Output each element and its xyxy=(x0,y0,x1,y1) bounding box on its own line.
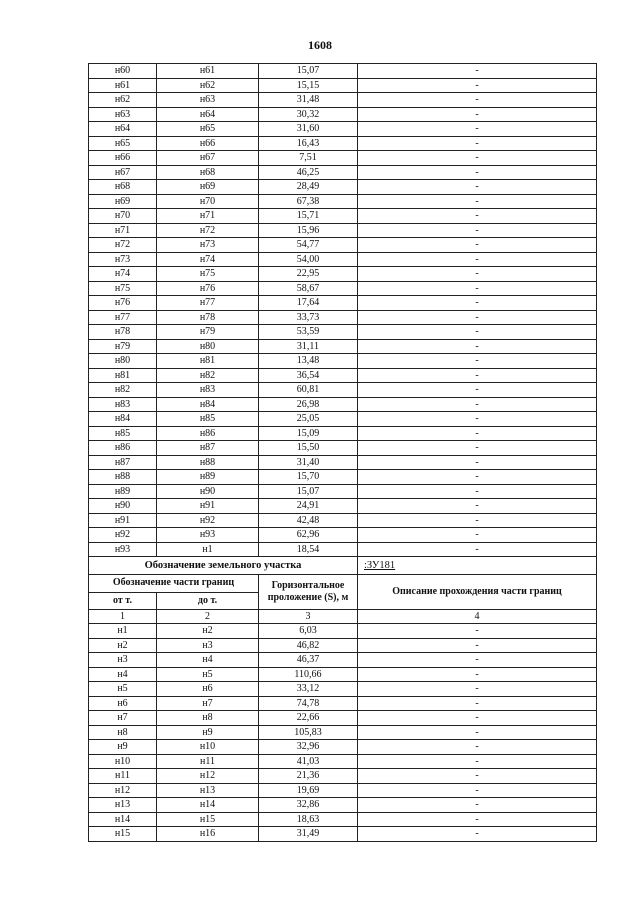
to-header: до т. xyxy=(157,592,259,610)
point-to-cell: н13 xyxy=(157,783,259,798)
description-cell: - xyxy=(358,238,597,253)
point-from-cell: н11 xyxy=(89,769,157,784)
description-cell: - xyxy=(358,798,597,813)
point-to-cell: н90 xyxy=(157,484,259,499)
length-cell: 41,03 xyxy=(259,754,358,769)
point-to-cell: н7 xyxy=(157,696,259,711)
point-from-cell: н64 xyxy=(89,122,157,137)
boundary-rows-top xyxy=(89,64,597,557)
description-cell: - xyxy=(358,267,597,282)
point-to-cell: н78 xyxy=(157,310,259,325)
table-row xyxy=(89,542,597,557)
point-from-cell: н65 xyxy=(89,136,157,151)
point-to-cell: н65 xyxy=(157,122,259,137)
length-cell: 30,32 xyxy=(259,107,358,122)
point-from-cell: н3 xyxy=(89,653,157,668)
section-label: Обозначение земельного участка xyxy=(89,557,358,575)
length-cell: 67,38 xyxy=(259,194,358,209)
description-cell: - xyxy=(358,136,597,151)
table-row xyxy=(89,383,597,398)
length-cell: 16,43 xyxy=(259,136,358,151)
description-cell: - xyxy=(358,624,597,639)
point-from-cell: н91 xyxy=(89,513,157,528)
point-to-cell: н12 xyxy=(157,769,259,784)
length-cell: 15,15 xyxy=(259,78,358,93)
point-from-cell: н14 xyxy=(89,812,157,827)
table-row xyxy=(89,267,597,282)
point-to-cell: н64 xyxy=(157,107,259,122)
length-cell: 31,40 xyxy=(259,455,358,470)
point-to-cell: н15 xyxy=(157,812,259,827)
description-cell: - xyxy=(358,426,597,441)
table-row xyxy=(89,339,597,354)
point-from-cell: н92 xyxy=(89,528,157,543)
table-row xyxy=(89,682,597,697)
table-row xyxy=(89,769,597,784)
point-to-cell: н10 xyxy=(157,740,259,755)
point-from-cell: н73 xyxy=(89,252,157,267)
description-cell: - xyxy=(358,93,597,108)
length-cell: 42,48 xyxy=(259,513,358,528)
from-header: от т. xyxy=(89,592,157,610)
description-cell: - xyxy=(358,397,597,412)
length-cell: 46,37 xyxy=(259,653,358,668)
length-cell: 28,49 xyxy=(259,180,358,195)
point-from-cell: н2 xyxy=(89,638,157,653)
point-from-cell: н90 xyxy=(89,499,157,514)
length-cell: 15,70 xyxy=(259,470,358,485)
description-cell: - xyxy=(358,769,597,784)
point-from-cell: н79 xyxy=(89,339,157,354)
length-cell: 15,96 xyxy=(259,223,358,238)
length-cell: 18,63 xyxy=(259,812,358,827)
point-to-cell: н82 xyxy=(157,368,259,383)
length-cell: 26,98 xyxy=(259,397,358,412)
description-cell: - xyxy=(358,470,597,485)
length-cell: 105,83 xyxy=(259,725,358,740)
table-row xyxy=(89,740,597,755)
table-row xyxy=(89,325,597,340)
point-from-cell: н62 xyxy=(89,93,157,108)
table-row xyxy=(89,354,597,369)
table-row xyxy=(89,725,597,740)
description-cell: - xyxy=(358,653,597,668)
description-cell: - xyxy=(358,725,597,740)
length-cell: 33,12 xyxy=(259,682,358,697)
length-cell: 15,07 xyxy=(259,64,358,79)
description-cell: - xyxy=(358,783,597,798)
point-to-cell: н86 xyxy=(157,426,259,441)
section-header xyxy=(89,557,597,624)
point-to-cell: н3 xyxy=(157,638,259,653)
point-to-cell: н75 xyxy=(157,267,259,282)
table-row xyxy=(89,653,597,668)
length-cell: 33,73 xyxy=(259,310,358,325)
description-cell: - xyxy=(358,667,597,682)
table-row xyxy=(89,426,597,441)
point-to-cell: н62 xyxy=(157,78,259,93)
length-cell: 13,48 xyxy=(259,354,358,369)
point-to-cell: н6 xyxy=(157,682,259,697)
description-cell: - xyxy=(358,252,597,267)
description-cell: - xyxy=(358,499,597,514)
length-cell: 53,59 xyxy=(259,325,358,340)
description-cell: - xyxy=(358,223,597,238)
point-from-cell: н85 xyxy=(89,426,157,441)
table-row xyxy=(89,64,597,79)
description-cell: - xyxy=(358,296,597,311)
table-row xyxy=(89,441,597,456)
point-from-cell: н6 xyxy=(89,696,157,711)
description-cell: - xyxy=(358,107,597,122)
description-cell: - xyxy=(358,696,597,711)
point-to-cell: н84 xyxy=(157,397,259,412)
table-row xyxy=(89,296,597,311)
point-from-cell: н86 xyxy=(89,441,157,456)
point-from-cell: н77 xyxy=(89,310,157,325)
length-cell: 31,60 xyxy=(259,122,358,137)
point-to-cell: н1 xyxy=(157,542,259,557)
point-from-cell: н72 xyxy=(89,238,157,253)
description-cell: - xyxy=(358,354,597,369)
point-from-cell: н1 xyxy=(89,624,157,639)
boundary-rows-bottom xyxy=(89,624,597,842)
table-row xyxy=(89,696,597,711)
length-cell: 31,48 xyxy=(259,93,358,108)
point-to-cell: н70 xyxy=(157,194,259,209)
table-row xyxy=(89,470,597,485)
description-cell: - xyxy=(358,528,597,543)
point-from-cell: н76 xyxy=(89,296,157,311)
point-from-cell: н12 xyxy=(89,783,157,798)
description-cell: - xyxy=(358,542,597,557)
table-row xyxy=(89,238,597,253)
description-cell: - xyxy=(358,209,597,224)
length-cell: 46,25 xyxy=(259,165,358,180)
description-cell: - xyxy=(358,740,597,755)
length-cell: 24,91 xyxy=(259,499,358,514)
length-cell: 74,78 xyxy=(259,696,358,711)
length-cell: 17,64 xyxy=(259,296,358,311)
length-cell: 15,09 xyxy=(259,426,358,441)
table-row xyxy=(89,310,597,325)
length-cell: 36,54 xyxy=(259,368,358,383)
description-cell: - xyxy=(358,310,597,325)
point-from-cell: н7 xyxy=(89,711,157,726)
table-row xyxy=(89,499,597,514)
point-to-cell: н85 xyxy=(157,412,259,427)
length-cell: 54,77 xyxy=(259,238,358,253)
point-to-cell: н76 xyxy=(157,281,259,296)
point-from-cell: н84 xyxy=(89,412,157,427)
description-cell: - xyxy=(358,122,597,137)
col-number: 1 xyxy=(89,610,157,624)
table-row xyxy=(89,180,597,195)
table-row xyxy=(89,812,597,827)
table-row xyxy=(89,513,597,528)
table-row xyxy=(89,711,597,726)
table-row xyxy=(89,209,597,224)
cadastral-number: :ЗУ181 xyxy=(358,557,597,575)
length-cell: 25,05 xyxy=(259,412,358,427)
point-to-cell: н8 xyxy=(157,711,259,726)
description-cell: - xyxy=(358,165,597,180)
point-to-cell: н16 xyxy=(157,827,259,842)
point-to-cell: н88 xyxy=(157,455,259,470)
point-to-cell: н81 xyxy=(157,354,259,369)
description-cell: - xyxy=(358,441,597,456)
point-to-cell: н91 xyxy=(157,499,259,514)
length-cell: 22,66 xyxy=(259,711,358,726)
point-from-cell: н63 xyxy=(89,107,157,122)
point-from-cell: н88 xyxy=(89,470,157,485)
description-cell: - xyxy=(358,325,597,340)
table-row xyxy=(89,528,597,543)
length-cell: 7,51 xyxy=(259,151,358,166)
description-cell: - xyxy=(358,281,597,296)
point-from-cell: н10 xyxy=(89,754,157,769)
description-cell: - xyxy=(358,754,597,769)
point-to-cell: н11 xyxy=(157,754,259,769)
point-to-cell: н72 xyxy=(157,223,259,238)
description-cell: - xyxy=(358,64,597,79)
point-from-cell: н9 xyxy=(89,740,157,755)
point-to-cell: н77 xyxy=(157,296,259,311)
length-cell: 46,82 xyxy=(259,638,358,653)
table-row xyxy=(89,122,597,137)
table-row xyxy=(89,223,597,238)
length-cell: 32,86 xyxy=(259,798,358,813)
table-row xyxy=(89,78,597,93)
point-to-cell: н5 xyxy=(157,667,259,682)
point-to-cell: н68 xyxy=(157,165,259,180)
table-row xyxy=(89,624,597,639)
point-from-cell: н83 xyxy=(89,397,157,412)
length-cell: 31,11 xyxy=(259,339,358,354)
point-to-cell: н89 xyxy=(157,470,259,485)
point-to-cell: н9 xyxy=(157,725,259,740)
description-cell: - xyxy=(358,339,597,354)
table-row xyxy=(89,252,597,267)
description-cell: - xyxy=(358,78,597,93)
point-from-cell: н75 xyxy=(89,281,157,296)
part-designation-header: Обозначение части границ xyxy=(89,575,259,593)
description-cell: - xyxy=(358,484,597,499)
table-row xyxy=(89,667,597,682)
description-cell: - xyxy=(358,180,597,195)
length-cell: 58,67 xyxy=(259,281,358,296)
point-from-cell: н15 xyxy=(89,827,157,842)
table-row xyxy=(89,151,597,166)
point-from-cell: н74 xyxy=(89,267,157,282)
table-row xyxy=(89,455,597,470)
description-cell: - xyxy=(358,682,597,697)
description-header: Описание прохождения части границ xyxy=(358,575,597,610)
table-row xyxy=(89,107,597,122)
point-from-cell: н70 xyxy=(89,209,157,224)
table-row xyxy=(89,136,597,151)
point-to-cell: н80 xyxy=(157,339,259,354)
point-to-cell: н69 xyxy=(157,180,259,195)
length-cell: 15,71 xyxy=(259,209,358,224)
description-cell: - xyxy=(358,368,597,383)
point-to-cell: н2 xyxy=(157,624,259,639)
point-to-cell: н71 xyxy=(157,209,259,224)
point-to-cell: н66 xyxy=(157,136,259,151)
point-to-cell: н63 xyxy=(157,93,259,108)
length-cell: 31,49 xyxy=(259,827,358,842)
horizontal-header: Горизонтальное проложение (S), м xyxy=(259,575,358,610)
description-cell: - xyxy=(358,455,597,470)
table-row xyxy=(89,484,597,499)
table-row xyxy=(89,638,597,653)
point-to-cell: н74 xyxy=(157,252,259,267)
table-row xyxy=(89,93,597,108)
length-cell: 18,54 xyxy=(259,542,358,557)
col-number: 3 xyxy=(259,610,358,624)
length-cell: 54,00 xyxy=(259,252,358,267)
table-row xyxy=(89,194,597,209)
table-row xyxy=(89,281,597,296)
page-number: 1608 xyxy=(308,38,332,52)
description-cell: - xyxy=(358,638,597,653)
point-from-cell: н60 xyxy=(89,64,157,79)
point-from-cell: н69 xyxy=(89,194,157,209)
point-to-cell: н79 xyxy=(157,325,259,340)
point-from-cell: н80 xyxy=(89,354,157,369)
point-from-cell: н4 xyxy=(89,667,157,682)
length-cell: 15,50 xyxy=(259,441,358,456)
point-from-cell: н87 xyxy=(89,455,157,470)
table-row xyxy=(89,783,597,798)
point-to-cell: н67 xyxy=(157,151,259,166)
table-row xyxy=(89,827,597,842)
point-to-cell: н61 xyxy=(157,64,259,79)
description-cell: - xyxy=(358,513,597,528)
col-number: 2 xyxy=(157,610,259,624)
point-from-cell: н93 xyxy=(89,542,157,557)
description-cell: - xyxy=(358,812,597,827)
description-cell: - xyxy=(358,711,597,726)
point-from-cell: н78 xyxy=(89,325,157,340)
table-row xyxy=(89,412,597,427)
description-cell: - xyxy=(358,412,597,427)
point-from-cell: н5 xyxy=(89,682,157,697)
table-row xyxy=(89,368,597,383)
length-cell: 62,96 xyxy=(259,528,358,543)
length-cell: 22,95 xyxy=(259,267,358,282)
point-from-cell: н82 xyxy=(89,383,157,398)
point-from-cell: н71 xyxy=(89,223,157,238)
point-to-cell: н4 xyxy=(157,653,259,668)
length-cell: 32,96 xyxy=(259,740,358,755)
point-to-cell: н93 xyxy=(157,528,259,543)
boundary-table xyxy=(88,63,597,842)
point-to-cell: н92 xyxy=(157,513,259,528)
length-cell: 110,66 xyxy=(259,667,358,682)
point-from-cell: н89 xyxy=(89,484,157,499)
table-row xyxy=(89,798,597,813)
point-from-cell: н13 xyxy=(89,798,157,813)
length-cell: 60,81 xyxy=(259,383,358,398)
point-to-cell: н87 xyxy=(157,441,259,456)
point-from-cell: н67 xyxy=(89,165,157,180)
point-to-cell: н83 xyxy=(157,383,259,398)
description-cell: - xyxy=(358,194,597,209)
description-cell: - xyxy=(358,151,597,166)
length-cell: 15,07 xyxy=(259,484,358,499)
length-cell: 19,69 xyxy=(259,783,358,798)
description-cell: - xyxy=(358,383,597,398)
table-row xyxy=(89,754,597,769)
point-to-cell: н73 xyxy=(157,238,259,253)
point-from-cell: н66 xyxy=(89,151,157,166)
length-cell: 6,03 xyxy=(259,624,358,639)
table-row xyxy=(89,397,597,412)
point-from-cell: н68 xyxy=(89,180,157,195)
point-to-cell: н14 xyxy=(157,798,259,813)
length-cell: 21,36 xyxy=(259,769,358,784)
point-from-cell: н61 xyxy=(89,78,157,93)
description-cell: - xyxy=(358,827,597,842)
col-number: 4 xyxy=(358,610,597,624)
table-row xyxy=(89,165,597,180)
point-from-cell: н8 xyxy=(89,725,157,740)
point-from-cell: н81 xyxy=(89,368,157,383)
